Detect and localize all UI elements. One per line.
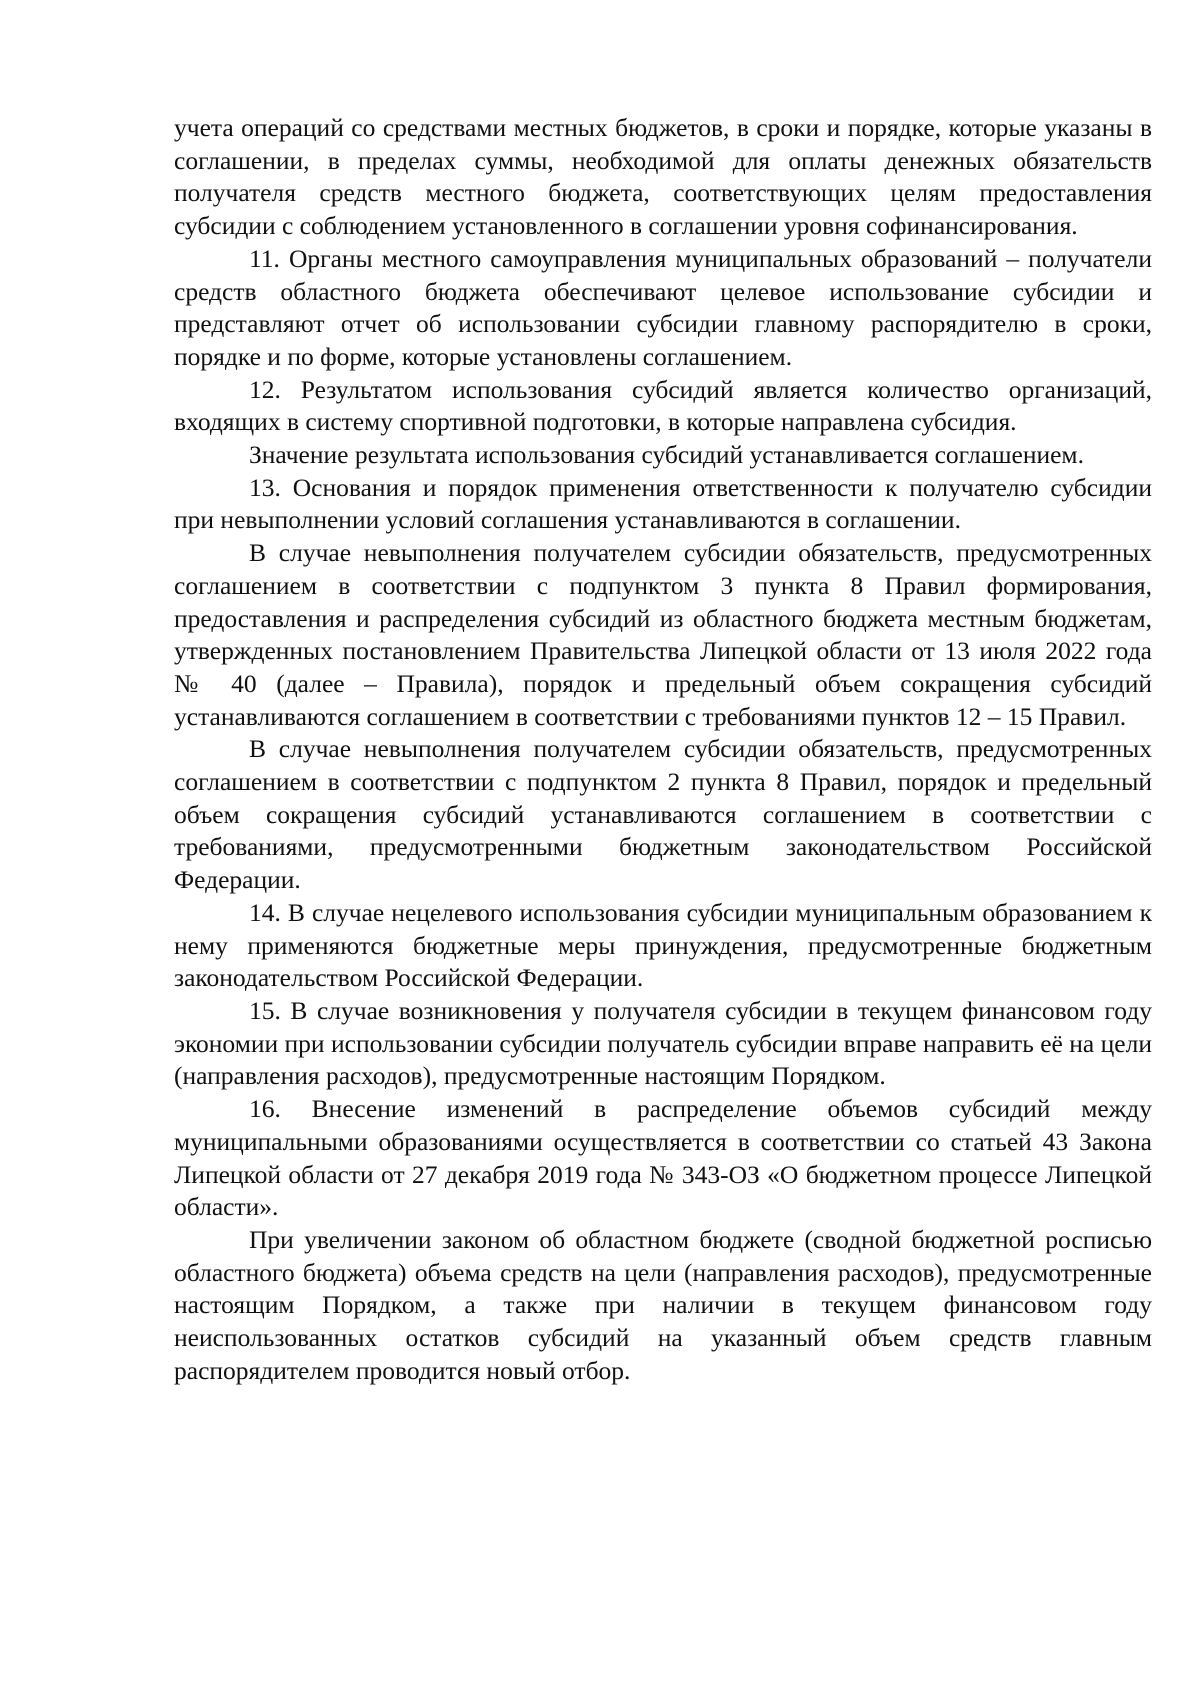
paragraph-item-13: 13. Основания и порядок применения ответственности к получателю субсидии при невыполнении условий соглашения устанавливаются в соглашении. — [174, 472, 1152, 535]
paragraph-nonfulfillment-2: В случае невыполнения получателем субсидии обязательств, предусмотренных соглашением в соответствии с подпунктом 2 пункта 8 Правил, порядок и предельный объем сокращения субсидий устанавливаются соглашением в соответствии с требованиями, предусмотренными бюджетным законодательством Российской Федерации. — [174, 734, 1152, 895]
paragraph-item-15: 15. В случае возникновения у получателя субсидии в текущем финансовом году экономии при использовании субсидии получатель субсидии вправе направить её на цели (направления расходов), предусмотренные настоящим Порядком. — [174, 995, 1152, 1091]
document-body — [174, 112, 1152, 1387]
paragraph-result-value: Значение результата использования субсидий устанавливается соглашением. — [249, 440, 1084, 470]
paragraph-item-14: 14. В случае нецелевого использования субсидии муниципальным образованием к нему применяются бюджетные меры принуждения, предусмотренные бюджетным законодательством Российской Федерации. — [174, 897, 1152, 993]
paragraph-new-selection: При увеличении законом об областном бюджете (сводной бюджетной росписью областного бюджета) объема средств на цели (направления расходов), предусмотренные настоящим Порядком, а также при наличии в текущем финансовом году неиспользованных остатков субсидий на указанный объем средств главным распорядителем проводится новый отбор. — [174, 1224, 1152, 1385]
paragraph-item-11: 11. Органы местного самоуправления муниципальных образований – получатели средств областного бюджета обеспечивают целевое использование субсидии и представляют отчет об использовании субсидии главному распорядителю в сроки, порядке и по форме, которые установлены соглашением. — [174, 243, 1152, 371]
paragraph-item-12: 12. Результатом использования субсидий является количество организаций, входящих в систему спортивной подготовки, в которые направлена субсидия. — [174, 374, 1152, 437]
paragraph-item-16: 16. Внесение изменений в распределение объемов субсидий между муниципальными образованиями осуществляется в соответствии со статьей 43 Закона Липецкой области от 27 декабря 2019 года № 343-ОЗ «О бюджетном процессе Липецкой области». — [174, 1094, 1152, 1222]
paragraph-nonfulfillment-3: В случае невыполнения получателем субсидии обязательств, предусмотренных соглашением в соответствии с подпунктом 3 пункта 8 Правил формирования, предоставления и распределения субсидий из областного бюджета местным бюджетам, утвержденных постановлением Правительства Липецкой области от 13 июля 2022 года № 40 (далее – Правила), порядок и предельный объем сокращения субсидий устанавливаются соглашением в соответствии с требованиями пунктов 12 – 15 Правил. — [174, 538, 1152, 731]
paragraph-continuation: учета операций со средствами местных бюджетов, в сроки и порядке, которые указаны в соглашении, в пределах суммы, необходимой для оплаты денежных обязательств получателя средств местного бюджета, соответствующих целям предоставления субсидии с соблюдением установленного в соглашении уровня софинансирования. — [174, 113, 1152, 241]
